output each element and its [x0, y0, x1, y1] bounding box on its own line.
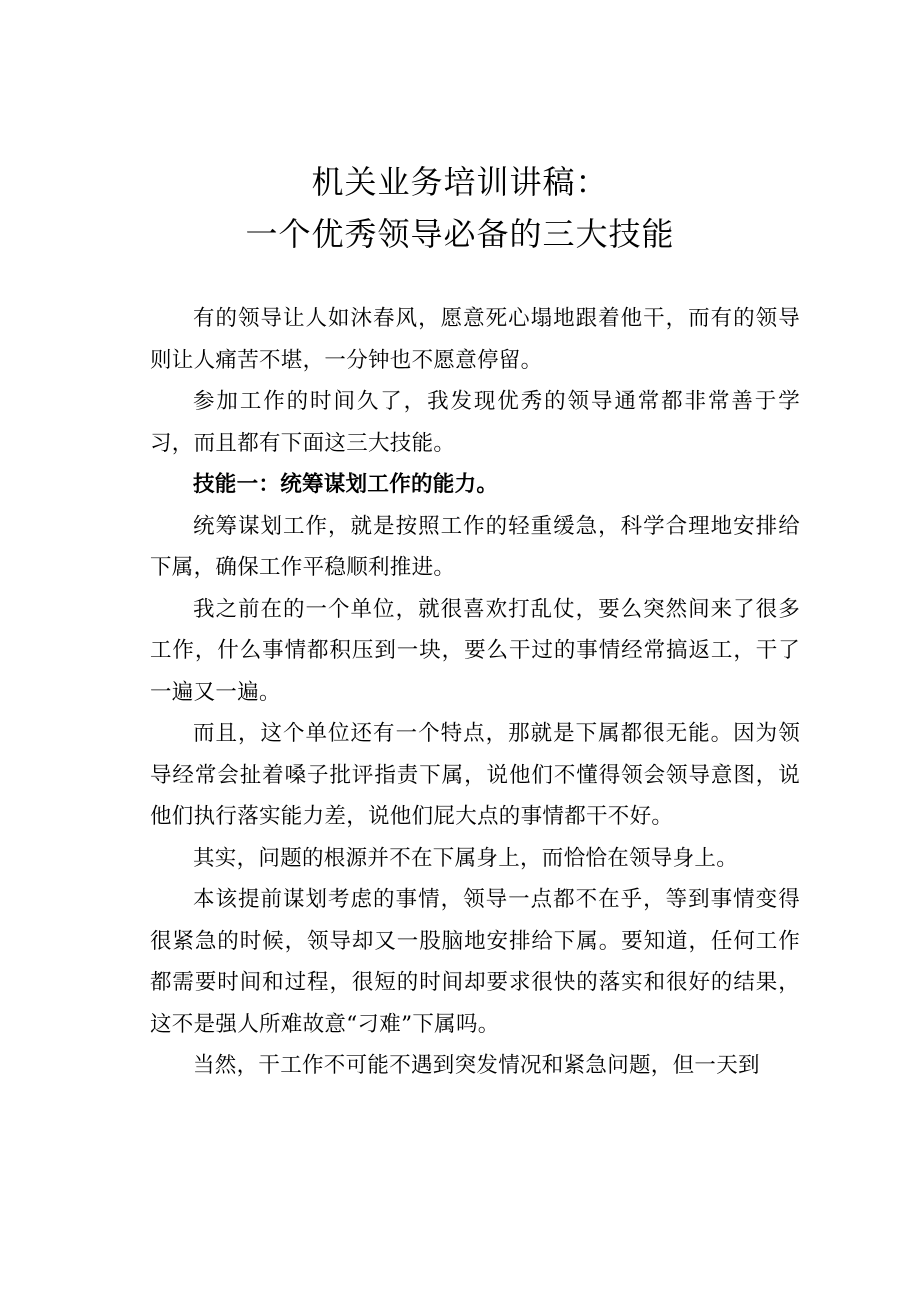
paragraph: 统筹谋划工作，就是按照工作的轻重缓急，科学合理地安排给下属，确保工作平稳顺利推进。: [150, 513, 800, 580]
paragraph: 我之前在的一个单位，就很喜欢打乱仗，要么突然间来了很多工作，什么事情都积压到一块，要么干过的事情经常搞返工，干了一遍又一遍。: [150, 596, 800, 705]
paragraph: 其实，问题的根源并不在下属身上，而恰恰在领导身上。: [193, 845, 739, 871]
document-body: [150, 298, 800, 1087]
paragraph: 而且，这个单位还有一个特点，那就是下属都很无能。因为领导经常会扯着嗓子批评指责下属，说他们不懂得领会领导意图，说他们执行落实能力差，说他们屁大点的事情都干不好。: [150, 721, 800, 829]
paragraph: 当然，干工作不可能不遇到突发情况和紧急问题，但一天到: [193, 1053, 760, 1078]
paragraph: 有的领导让人如沐春风，愿意死心塌地跟着他干，而有的领导则让人痛苦不堪，一分钟也不愿意停留。: [150, 306, 800, 373]
section-heading: 技能一：统筹谋划工作的能力。: [193, 472, 499, 497]
paragraph: 参加工作的时间久了，我发现优秀的领导通常都非常善于学习，而且都有下面这三大技能。: [150, 389, 800, 456]
document-title-line-1: 机关业务培训讲稿：: [311, 163, 609, 201]
document-title-line-2: 一个优秀领导必备的三大技能: [245, 215, 675, 253]
paragraph: 本该提前谋划考虑的事情，领导一点都不在乎，等到事情变得很紧急的时候，领导却又一股脑地安排给下属。要知道，任何工作都需要时间和过程，很短的时间却要求很快的落实和很好的结果，这不是强人所难故意“刁难”下属吗。: [150, 887, 800, 1037]
